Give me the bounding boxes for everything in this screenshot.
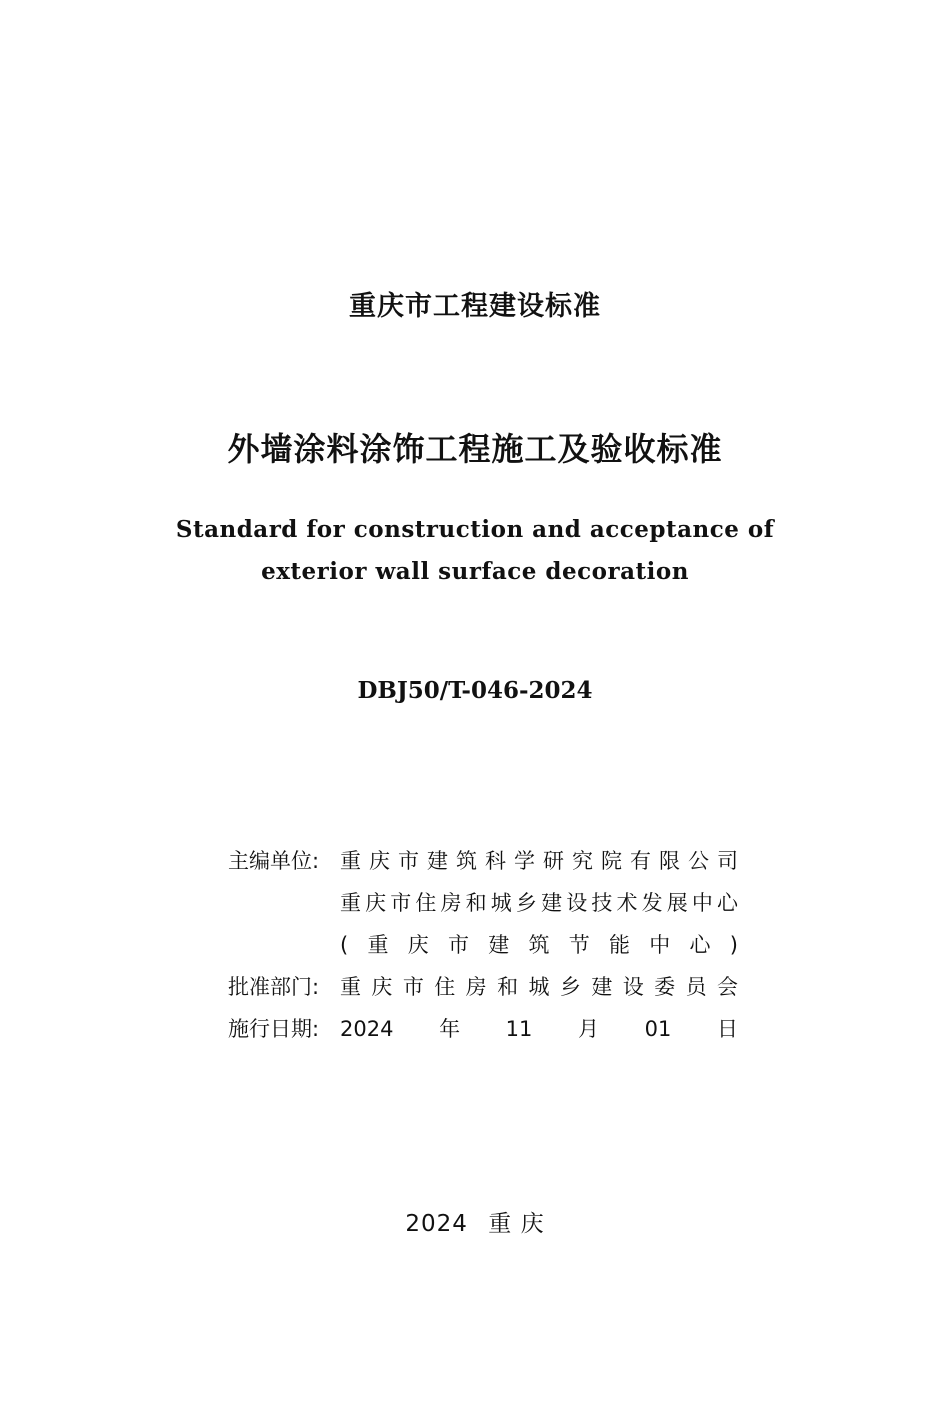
footer	[0, 1205, 950, 1238]
document-title-cn: 外墙涂料涂饰工程施工及验收标准	[227, 430, 723, 468]
footer-year: 2024	[405, 1211, 468, 1237]
approver: 重庆市住房和城乡建设委员会	[340, 975, 738, 999]
document-title-en-line1: Standard for construction and acceptance of	[175, 516, 775, 543]
effective-date-label: 施行日期:	[228, 1017, 320, 1041]
editor-unit-3: (重庆市建筑节能中心)	[340, 933, 738, 957]
editor-unit-1: 重庆市建筑科学研究院有限公司	[340, 849, 738, 873]
standard-code: DBJ50/T-046-2024	[357, 677, 593, 704]
effective-date: 2024年11月01日	[340, 1017, 738, 1041]
approver-label: 批准部门:	[228, 975, 320, 999]
series-title: 重庆市工程建设标准	[349, 291, 601, 322]
footer-city: 重 庆	[488, 1211, 545, 1237]
editor-label: 主编单位:	[228, 849, 320, 873]
document-title-en-line2: exterior wall surface decoration	[261, 558, 689, 585]
editor-unit-2: 重庆市住房和城乡建设技术发展中心	[340, 891, 738, 915]
